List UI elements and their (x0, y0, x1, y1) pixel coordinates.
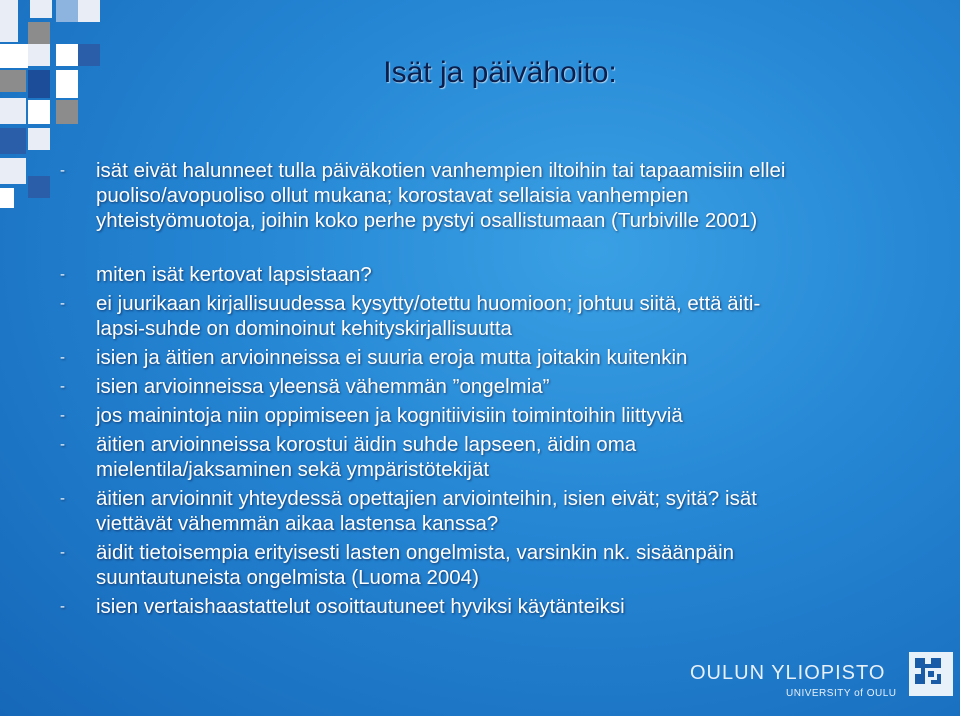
bullet-dash: - (60, 378, 65, 395)
bullet-dash: - (60, 407, 65, 424)
bullet-item (58, 262, 918, 287)
bullet-item (58, 291, 918, 341)
bullet-item (58, 374, 918, 399)
bullet-line: lapsi-suhde on dominoinut kehityskirjallisuutta (96, 317, 512, 340)
bullet-line: äitien arvioinnit yhteydessä opettajien arviointeihin, isien eivät; syitä? isät (96, 487, 757, 510)
bullet-line: isien arvioinneissa yleensä vähemmän ”ongelmia” (96, 375, 550, 398)
slide-title: Isät ja päivähoito: (383, 56, 617, 89)
bullet-dash: - (60, 162, 65, 179)
bullet-line: mielentila/jaksaminen sekä ympäristötekijät (96, 458, 490, 481)
bullet-line: isät eivät halunneet tulla päiväkotien vanhempien iltoihin tai tapaamisiin ellei (96, 159, 786, 182)
bullet-line: ei juurikaan kirjallisuudessa kysytty/otettu huomioon; johtuu siitä, että äiti- (96, 292, 761, 315)
bullet-line: puoliso/avopuoliso ollut mukana; korostavat sellaisia vanhempien (96, 184, 689, 207)
bullet-line: suuntautuneista ongelmista (Luoma 2004) (96, 566, 479, 589)
university-emblem-icon (909, 652, 953, 696)
bullet-line: äidit tietoisempia erityisesti lasten ongelmista, varsinkin nk. sisäänpäin (96, 541, 735, 564)
bullet-line: isien ja äitien arvioinneissa ei suuria eroja mutta joitakin kuitenkin (96, 346, 688, 369)
bullet-dash: - (60, 295, 65, 312)
bullet-line: isien vertaishaastattelut osoittautuneet hyviksi käytänteiksi (96, 595, 625, 618)
bullet-line: viettävät vähemmän aikaa lastensa kanssa? (96, 512, 499, 535)
bullet-item (58, 486, 918, 536)
bullet-item (58, 540, 918, 590)
bullet-item (58, 594, 918, 619)
bullet-dash: - (60, 266, 65, 283)
bullet-line: yhteistyömuotoja, joihin koko perhe pystyi osallistumaan (Turbiville 2001) (96, 209, 758, 232)
bullet-line: jos mainintoja niin oppimiseen ja kognitiivisiin toimintoihin liittyviä (96, 404, 683, 427)
bullet-dash: - (60, 436, 65, 453)
bullet-line: äitien arvioinneissa korostui äidin suhde lapseen, äidin oma (96, 433, 637, 456)
bullet-item (58, 345, 918, 370)
bullet-line: miten isät kertovat lapsistaan? (96, 263, 372, 286)
bullet-dash: - (60, 490, 65, 507)
bullet-list (58, 158, 918, 619)
university-logo (690, 652, 955, 712)
bullet-dash: - (60, 349, 65, 366)
bullet-dash: - (60, 544, 65, 561)
university-name: OULUN YLIOPISTO (690, 662, 886, 684)
bullet-item (58, 158, 918, 233)
bullet-item (58, 432, 918, 482)
university-subtitle: UNIVERSITY of OULU (786, 688, 897, 699)
bullet-dash: - (60, 598, 65, 615)
bullet-item (58, 403, 918, 428)
